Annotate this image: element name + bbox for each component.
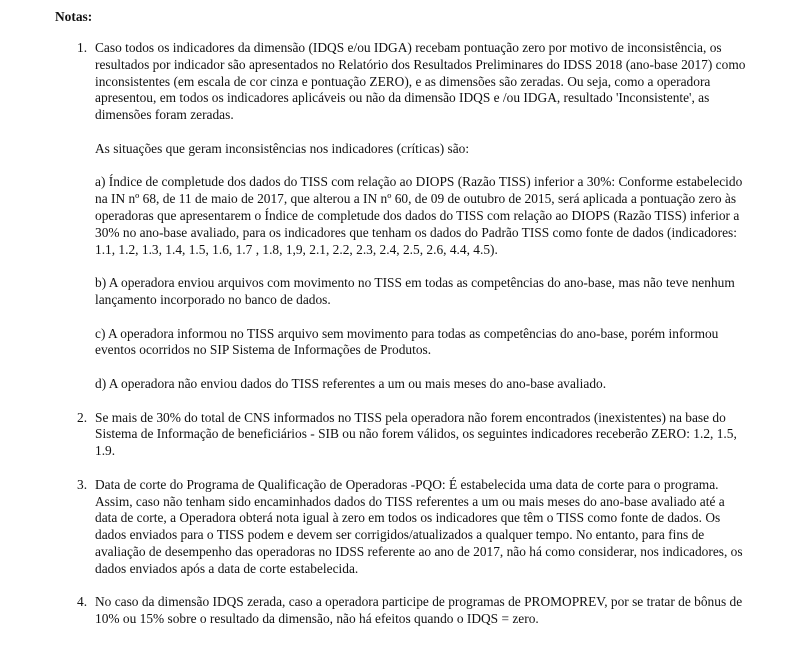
note-1-criterion-a: a) Índice de completude dos dados do TISS com relação ao DIOPS (Razão TISS) inferior a 30%: Conforme estabelecido na IN nº 68, de 11 de maio de 2017, que alterou a IN nº 60, de 09 de outubro de 2015, será aplicada a pontuação zero às operadoras que apresentarem o Índice de completude dos dados do TISS com relação ao DIOPS (Razão TISS) inferior a 30% no ano-base avaliado, para os indicadores que tenham os dados do Padrão TISS como fonte de dados (indicadores: 1.1, 1.2, 1.3, 1.4, 1.5, 1.6, 1.7 , 1.8, 1,9, 2.1, 2.2, 2.3, 2.4, 2.5, 2.6, 4.4, 4.5). [95, 174, 743, 257]
note-1-criterion-b: b) A operadora enviou arquivos com movimento no TISS em todas as competências do ano-base, mas não teve nenhum lançamento incorporado no banco de dados. [95, 275, 735, 307]
note-1 [77, 40, 747, 393]
note-3 [77, 476, 747, 578]
note-1-paragraph: Caso todos os indicadores da dimensão (IDQS e/ou IDGA) recebam pontuação zero por motivo de inconsistência, os resultados por indicador são apresentados no Relatório dos Resultados Preliminares do IDSS 2018 (ano-base 2017) como inconsistentes (em escala de cor cinza e pontuação ZERO), e as dimensões são zeradas. Ou seja, como a operadora apresentou, em todos os indicadores aplicáveis ou não da dimensão IDQS e /ou IDGA, resultado 'Inconsistente', as dimensões foram zeradas. [95, 40, 746, 123]
note-number: 1. [77, 40, 88, 55]
note-3-paragraph: Data de corte do Programa de Qualificação de Operadoras -PQO: É estabelecida uma data de corte para o programa. Assim, caso não tenham sido encaminhados dados do TISS referentes a um ou mais meses do ano-base avaliado até a data de corte, a Operadora obterá nota igual à zero em todos os indicadores que têm o TISS como fonte de dados. Os dados enviados para o TISS podem e devem ser corrigidos/atualizados a qualquer tempo. No entanto, para fins de avaliação de desempenho das operadoras no IDSS referente ao ano de 2017, não há como considerar, nos indicadores, os dados enviados após a data de corte estabelecida. [95, 476, 743, 576]
note-4-paragraph: No caso da dimensão IDQS zerada, caso a operadora participe de programas de PROMOPREV, por se tratar de bônus de 10% ou 15% sobre o resultado da dimensão, não há efeitos quando o IDQS = zero. [95, 594, 743, 627]
note-number: 2. [77, 409, 88, 425]
note-1-criterion-d: d) A operadora não enviou dados do TISS referentes a um ou mais meses do ano-base avaliado. [95, 375, 607, 391]
note-1-criterion-c: c) A operadora informou no TISS arquivo sem movimento para todas as competências do ano-base, porém informou eventos ocorridos no SIP Sistema de Informações de Produtos. [95, 325, 719, 358]
note-1-criteria-intro: As situações que geram inconsistências nos indicadores (críticas) são: [95, 140, 470, 156]
note-2-paragraph: Se mais de 30% do total de CNS informados no TISS pela operadora não forem encontrados (inexistentes) na base do Sistema de Informação de beneficiários - SIB ou não forem válidos, os seguintes indicadores receberão ZERO: 1.2, 1.5, 1.9. [95, 409, 737, 459]
notes-title: Notas: [55, 9, 93, 24]
note-number: 3. [77, 476, 88, 492]
notes-list [77, 40, 747, 645]
note-number: 4. [77, 594, 88, 610]
note-4 [77, 594, 747, 628]
note-2 [77, 409, 747, 460]
